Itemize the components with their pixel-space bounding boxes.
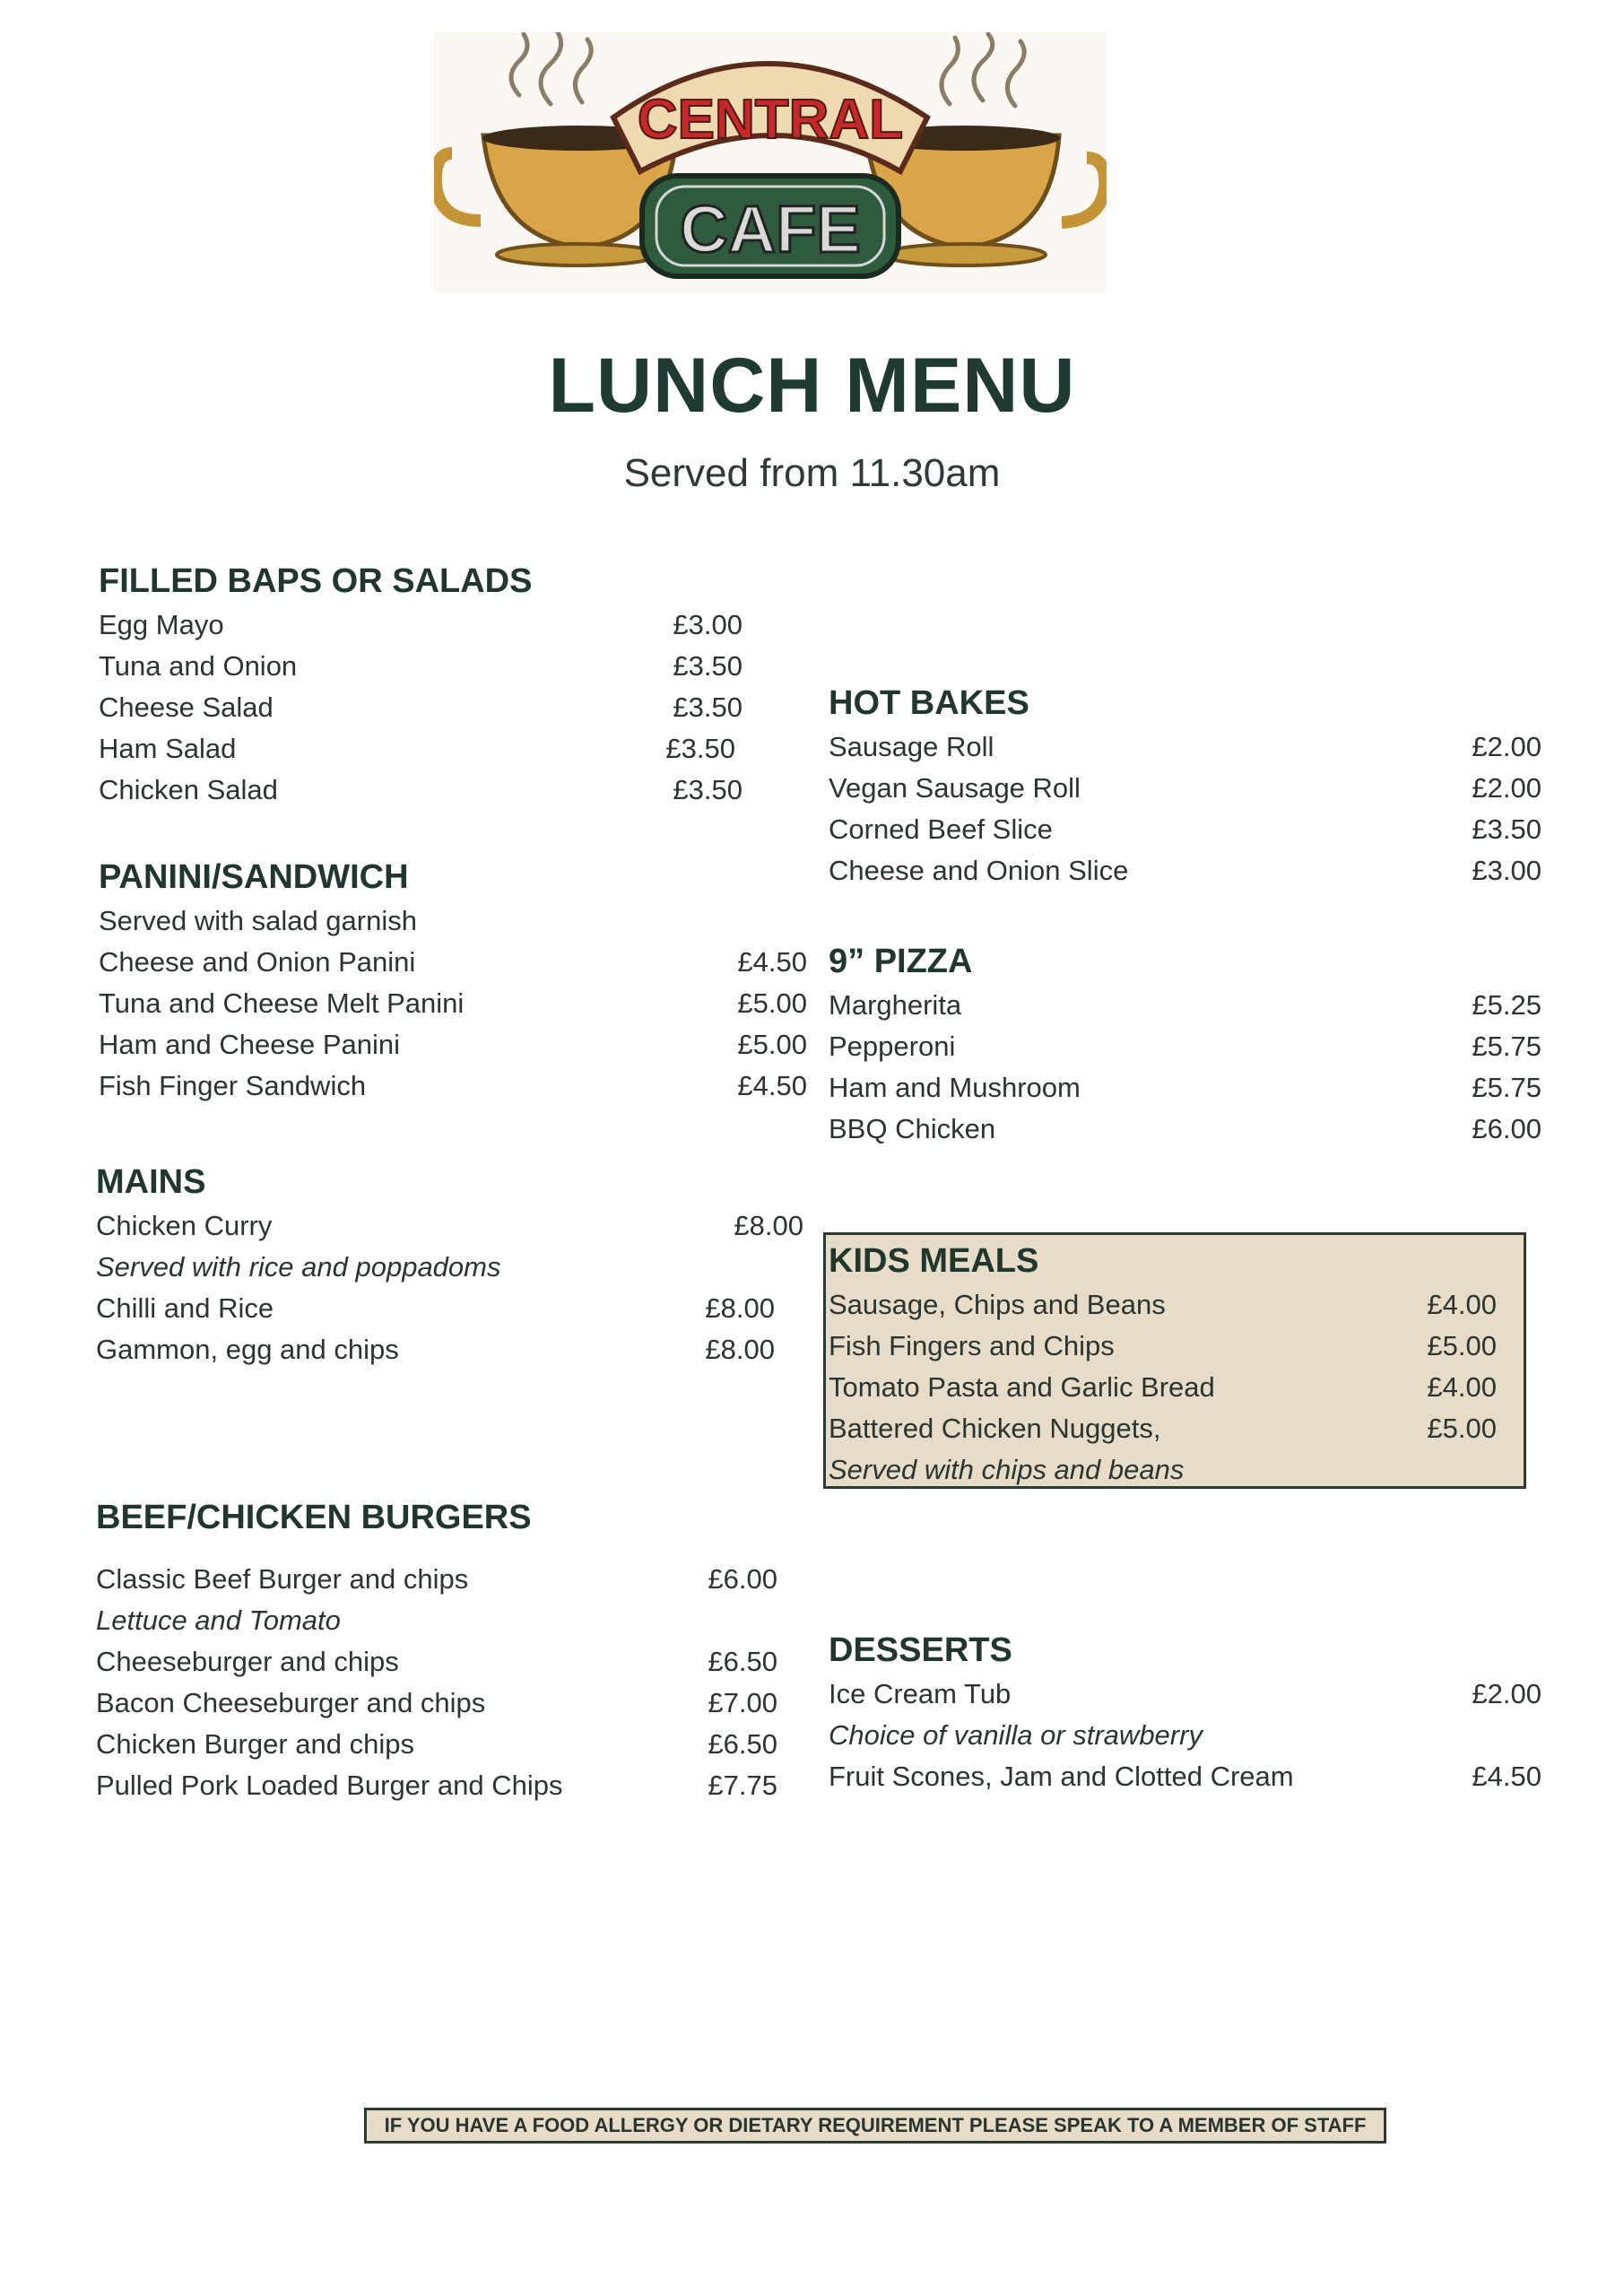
section-note <box>99 900 816 942</box>
section-desserts <box>829 1627 1541 1797</box>
item-name: Sausage, Chips and Beans <box>829 1289 1166 1320</box>
item-note <box>829 1449 1506 1491</box>
item-price: £4.50 <box>737 946 807 978</box>
item-price: £8.00 <box>734 1210 803 1241</box>
section-heading: MAINS <box>96 1163 206 1201</box>
section-pizza <box>829 938 1541 1150</box>
item-price: £5.00 <box>737 1029 807 1060</box>
menu-item <box>96 1765 786 1806</box>
menu-item <box>96 1724 786 1765</box>
menu-item <box>96 1329 813 1370</box>
menu-item <box>99 983 816 1024</box>
menu-item <box>99 646 744 687</box>
item-price: £3.00 <box>1472 855 1541 886</box>
menu-item <box>829 1326 1506 1367</box>
logo-cafe-text: CAFE <box>680 192 861 266</box>
item-name: Fish Finger Sandwich <box>99 1070 367 1101</box>
item-price: £6.50 <box>708 1646 777 1677</box>
item-price: £6.00 <box>1472 1113 1541 1144</box>
item-name: Gammon, egg and chips <box>96 1334 399 1365</box>
item-note <box>96 1247 813 1288</box>
item-price: £3.50 <box>673 691 743 723</box>
item-price: £7.75 <box>708 1770 777 1801</box>
item-note-text: Served with rice and poppadoms <box>96 1251 501 1283</box>
item-name: Ham and Cheese Panini <box>99 1029 401 1060</box>
item-price: £4.50 <box>1472 1761 1541 1792</box>
menu-item <box>829 1284 1506 1326</box>
item-price: £5.00 <box>737 987 807 1019</box>
menu-item <box>829 1674 1541 1715</box>
item-price: £2.00 <box>1472 772 1541 804</box>
item-name: BBQ Chicken <box>829 1113 996 1144</box>
item-name: Corned Beef Slice <box>829 813 1053 845</box>
menu-item <box>99 728 744 770</box>
menu-item <box>99 942 816 983</box>
item-name: Fish Fingers and Chips <box>829 1330 1115 1361</box>
item-note <box>829 1715 1541 1756</box>
item-price: £3.50 <box>673 650 743 682</box>
logo-central-text: CENTRAL <box>637 89 904 151</box>
item-price: £6.50 <box>708 1728 777 1760</box>
item-price: £2.00 <box>1472 1678 1541 1709</box>
item-name: Tomato Pasta and Garlic Bread <box>829 1371 1215 1403</box>
allergy-notice: IF YOU HAVE A FOOD ALLERGY OR DIETARY REQUIREMENT PLEASE SPEAK TO A MEMBER OF STAFF <box>364 2108 1386 2144</box>
item-note-text: Choice of vanilla or strawberry <box>829 1719 1203 1751</box>
item-price: £3.00 <box>673 609 743 640</box>
menu-item <box>99 1065 816 1107</box>
item-name: Egg Mayo <box>99 609 224 640</box>
section-burgers <box>96 1494 786 1806</box>
item-price: £5.00 <box>1427 1413 1497 1444</box>
item-name: Battered Chicken Nuggets, <box>829 1413 1161 1444</box>
item-price: £5.75 <box>1472 1031 1541 1062</box>
item-note-text: Lettuce and Tomato <box>96 1605 341 1636</box>
item-name: Ice Cream Tub <box>829 1678 1012 1709</box>
item-price: £3.50 <box>673 774 743 805</box>
item-name: Ham Salad <box>99 733 237 764</box>
menu-item <box>99 1024 816 1065</box>
menu-item <box>829 1067 1541 1109</box>
item-price: £2.00 <box>1472 731 1541 762</box>
menu-item <box>829 1109 1541 1150</box>
item-price: £3.50 <box>665 733 735 764</box>
item-name: Chilli and Rice <box>96 1292 274 1324</box>
item-price: £4.50 <box>737 1070 807 1101</box>
menu-item <box>829 726 1541 768</box>
item-name: Margherita <box>829 989 962 1021</box>
item-name: Pepperoni <box>829 1031 956 1062</box>
item-price: £7.00 <box>708 1687 777 1718</box>
item-name: Sausage Roll <box>829 731 994 762</box>
item-price: £5.75 <box>1472 1072 1541 1103</box>
page-subtitle: Served from 11.30am <box>623 451 1001 495</box>
section-heading: BEEF/CHICKEN BURGERS <box>96 1499 532 1536</box>
item-name: Ham and Mushroom <box>829 1072 1081 1103</box>
item-note <box>96 1600 786 1641</box>
section-hot-bakes <box>829 680 1541 891</box>
item-name: Chicken Burger and chips <box>96 1728 414 1760</box>
page-title: LUNCH MENU <box>548 343 1076 429</box>
menu-item <box>829 1367 1506 1408</box>
section-heading: DESSERTS <box>829 1631 1012 1669</box>
section-heading: 9” PIZZA <box>829 943 973 980</box>
item-name: Chicken Curry <box>96 1210 273 1241</box>
item-price: £4.00 <box>1427 1371 1497 1403</box>
item-price: £6.00 <box>708 1563 777 1595</box>
menu-item <box>96 1683 786 1724</box>
section-kids-meals <box>829 1238 1506 1491</box>
menu-item <box>829 1756 1541 1797</box>
item-name: Bacon Cheeseburger and chips <box>96 1687 486 1718</box>
note-text: Served with salad garnish <box>99 905 417 936</box>
item-price: £5.25 <box>1472 989 1541 1021</box>
menu-item <box>99 687 744 728</box>
section-filled-baps <box>99 558 744 811</box>
menu-item <box>99 604 744 646</box>
item-name: Pulled Pork Loaded Burger and Chips <box>96 1770 563 1801</box>
menu-item <box>96 1641 786 1683</box>
item-name: Chicken Salad <box>99 774 278 805</box>
menu-item <box>96 1288 813 1329</box>
item-price: £8.00 <box>705 1292 775 1324</box>
item-name: Cheeseburger and chips <box>96 1646 399 1677</box>
menu-item <box>96 1205 813 1247</box>
menu-item <box>829 768 1541 809</box>
item-note-text: Served with chips and beans <box>829 1454 1185 1485</box>
section-heading: FILLED BAPS OR SALADS <box>99 562 533 600</box>
item-price: £5.00 <box>1427 1330 1497 1361</box>
menu-item <box>829 985 1541 1026</box>
item-name: Tuna and Onion <box>99 650 298 682</box>
section-heading: HOT BAKES <box>829 684 1029 722</box>
section-mains <box>96 1159 813 1370</box>
section-heading: KIDS MEALS <box>829 1242 1039 1280</box>
item-name: Cheese Salad <box>99 691 274 723</box>
item-name: Cheese and Onion Panini <box>99 946 416 978</box>
item-name: Vegan Sausage Roll <box>829 772 1081 804</box>
menu-item <box>99 770 744 811</box>
item-price: £8.00 <box>705 1334 775 1365</box>
item-name: Classic Beef Burger and chips <box>96 1563 469 1595</box>
item-price: £4.00 <box>1427 1289 1497 1320</box>
item-price: £3.50 <box>1472 813 1541 845</box>
section-heading: PANINI/SANDWICH <box>99 858 409 896</box>
menu-item <box>829 1408 1506 1449</box>
central-cafe-logo <box>434 32 1107 292</box>
menu-item <box>96 1559 786 1600</box>
item-name: Fruit Scones, Jam and Clotted Cream <box>829 1761 1294 1792</box>
item-name: Tuna and Cheese Melt Panini <box>99 987 465 1019</box>
menu-item <box>829 850 1541 891</box>
menu-item <box>829 809 1541 850</box>
menu-item <box>829 1026 1541 1067</box>
item-name: Cheese and Onion Slice <box>829 855 1129 886</box>
section-panini-sandwich <box>99 854 816 1107</box>
